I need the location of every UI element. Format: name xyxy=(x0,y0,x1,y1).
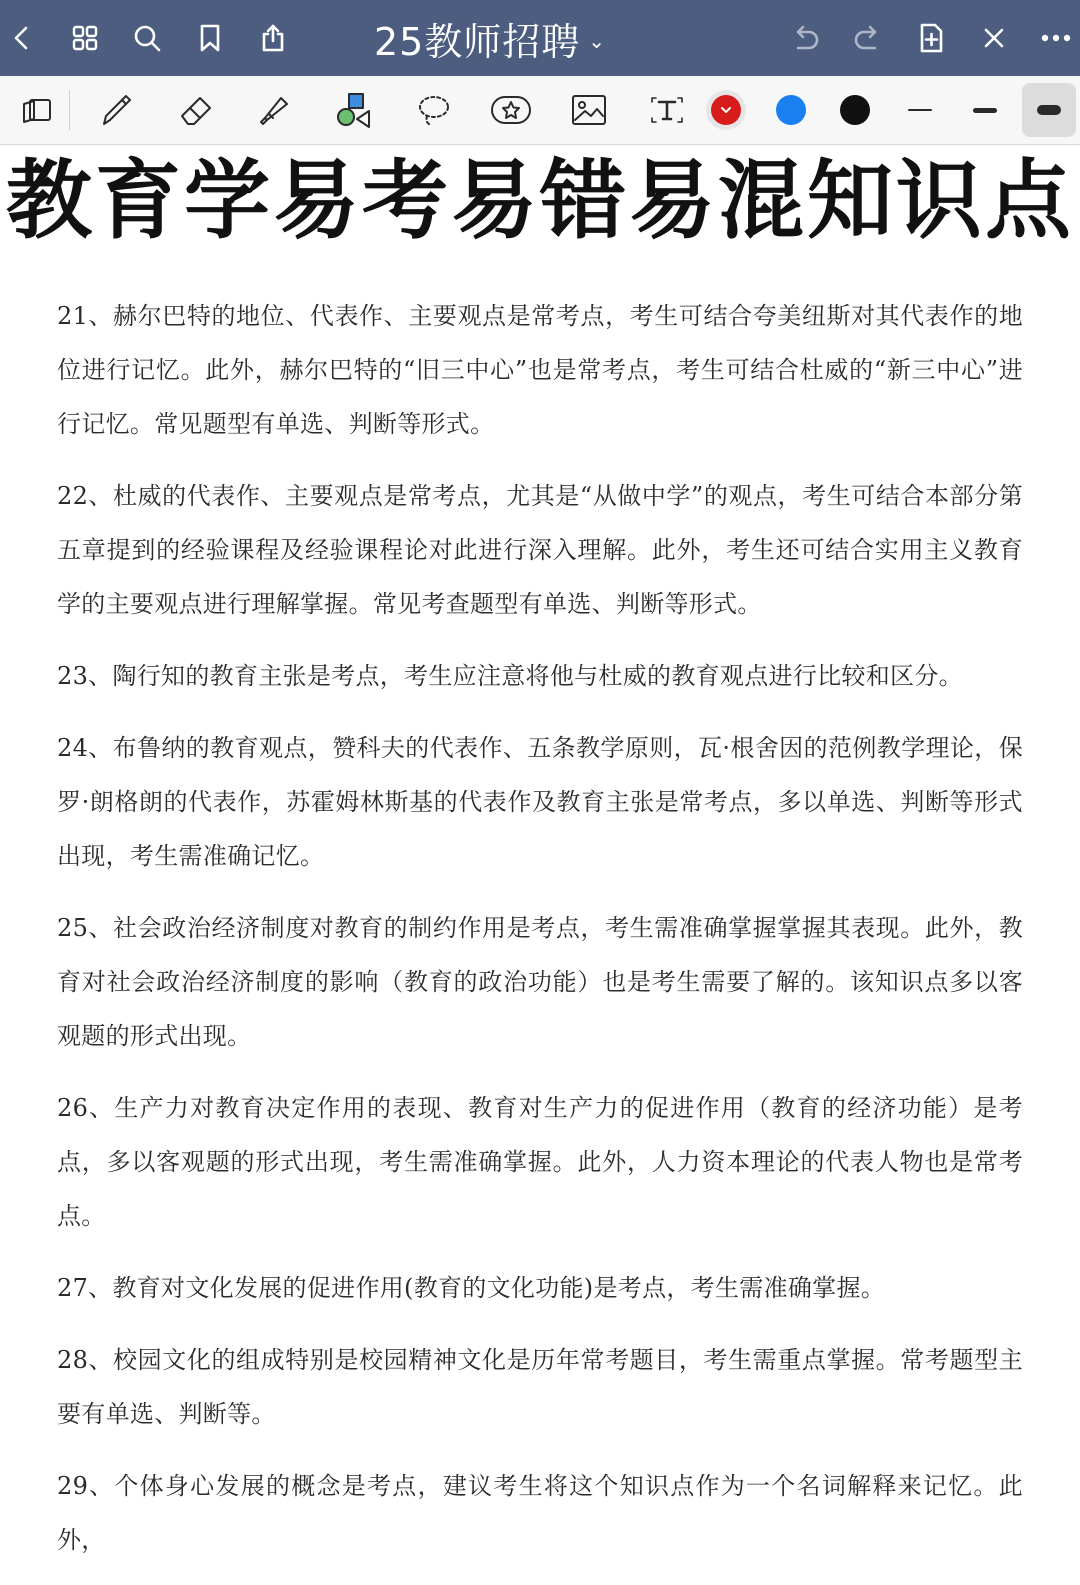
paragraph-22: 22、杜威的代表作、主要观点是常考点，尤其是“从做中学”的观点，考生可结合本部分第五章提到的经验课程及经验课程论对此进行深入理解。此外，考生还可结合实用主义教育学的主要观点进行理解掌握。常见考查题型有单选、判断等形式。 xyxy=(57,482,1023,618)
add-page-icon[interactable] xyxy=(911,18,951,58)
bookmark-icon[interactable] xyxy=(190,18,230,58)
line-width-thin[interactable] xyxy=(895,86,945,134)
undo-icon[interactable] xyxy=(785,18,825,58)
paragraph-27: 27、教育对文化发展的促进作用(教育的文化功能)是考点，考生需准确掌握。 xyxy=(57,1274,886,1302)
line-width-thick[interactable] xyxy=(1022,83,1076,137)
chevron-down-icon: ⌄ xyxy=(588,29,607,53)
blue-swatch xyxy=(776,95,806,125)
image-icon[interactable] xyxy=(564,86,614,134)
paragraph-21: 21、赫尔巴特的地位、代表作、主要观点是常考点，考生可结合夸美纽斯对其代表作的地位进行记忆。此外，赫尔巴特的“旧三中心”也是常考点，考生可结合杜威的“新三中心”进行记忆。常见题型有单选、判断等形式。 xyxy=(57,302,1023,438)
paragraph-28: 28、校园文化的组成特别是校园精神文化是历年常考题目，考生需重点掌握。常考题型主要有单选、判断等。 xyxy=(57,1346,1023,1428)
color-black-swatch[interactable] xyxy=(830,86,880,134)
grid-icon[interactable] xyxy=(65,18,105,58)
sticker-icon[interactable] xyxy=(486,86,536,134)
thick-line-icon xyxy=(1037,105,1061,115)
top-navigation-bar xyxy=(0,0,1080,76)
highlighter-icon[interactable] xyxy=(250,86,300,134)
paragraph-29: 29、个体身心发展的概念是考点，建议考生将这个知识点作为一个名词解释来记忆。此外， xyxy=(57,1472,1023,1554)
document-title-dropdown[interactable] xyxy=(340,12,640,64)
paragraph-25: 25、社会政治经济制度对教育的制约作用是考点，考生需准确掌握掌握其表现。此外，教育对社会政治经济制度的影响（教育的政治功能）也是考生需要了解的。该知识点多以客观题的形式出现。 xyxy=(57,914,1023,1050)
redo-icon[interactable] xyxy=(848,18,888,58)
read-mode-icon[interactable] xyxy=(12,86,62,134)
eraser-icon[interactable] xyxy=(171,86,221,134)
close-icon[interactable] xyxy=(974,18,1014,58)
chevron-down-icon xyxy=(720,106,732,114)
search-icon[interactable] xyxy=(127,18,167,58)
text-icon[interactable] xyxy=(642,86,692,134)
toolbar-divider xyxy=(69,90,70,130)
thin-line-icon xyxy=(908,109,932,111)
black-swatch xyxy=(840,95,870,125)
lasso-icon[interactable] xyxy=(408,86,458,134)
shapes-icon[interactable] xyxy=(329,86,379,134)
selected-color-ring xyxy=(706,90,746,130)
pen-icon[interactable] xyxy=(91,86,141,134)
back-icon[interactable] xyxy=(2,18,42,58)
more-icon[interactable] xyxy=(1036,18,1076,58)
paragraph-23: 23、陶行知的教育主张是考点，考生应注意将他与杜威的教育观点进行比较和区分。 xyxy=(57,662,963,690)
document-title: 25教师招聘 xyxy=(373,19,581,64)
paragraph-26: 26、生产力对教育决定作用的表现、教育对生产力的促进作用（教育的经济功能）是考点，多以客观题的形式出现，考生需准确掌握。此外，人力资本理论的代表人物也是常考点。 xyxy=(57,1094,1023,1230)
color-blue-swatch[interactable] xyxy=(766,86,816,134)
color-red-swatch[interactable] xyxy=(701,86,751,134)
selected-width-highlight xyxy=(1022,83,1076,137)
red-swatch xyxy=(711,95,741,125)
document-body xyxy=(57,289,1023,1585)
share-icon[interactable] xyxy=(253,18,293,58)
medium-line-icon xyxy=(973,108,997,113)
annotation-toolbar xyxy=(0,76,1080,145)
line-width-medium[interactable] xyxy=(960,86,1010,134)
document-heading: 教育学易考易错易混知识点 xyxy=(6,151,1074,251)
paragraph-24: 24、布鲁纳的教育观点，赞科夫的代表作、五条教学原则，瓦·根舍因的范例教学理论，保罗·朗格朗的代表作，苏霍姆林斯基的代表作及教育主张是常考点，多以单选、判断等形式出现，考生需准确记忆。 xyxy=(57,734,1023,870)
